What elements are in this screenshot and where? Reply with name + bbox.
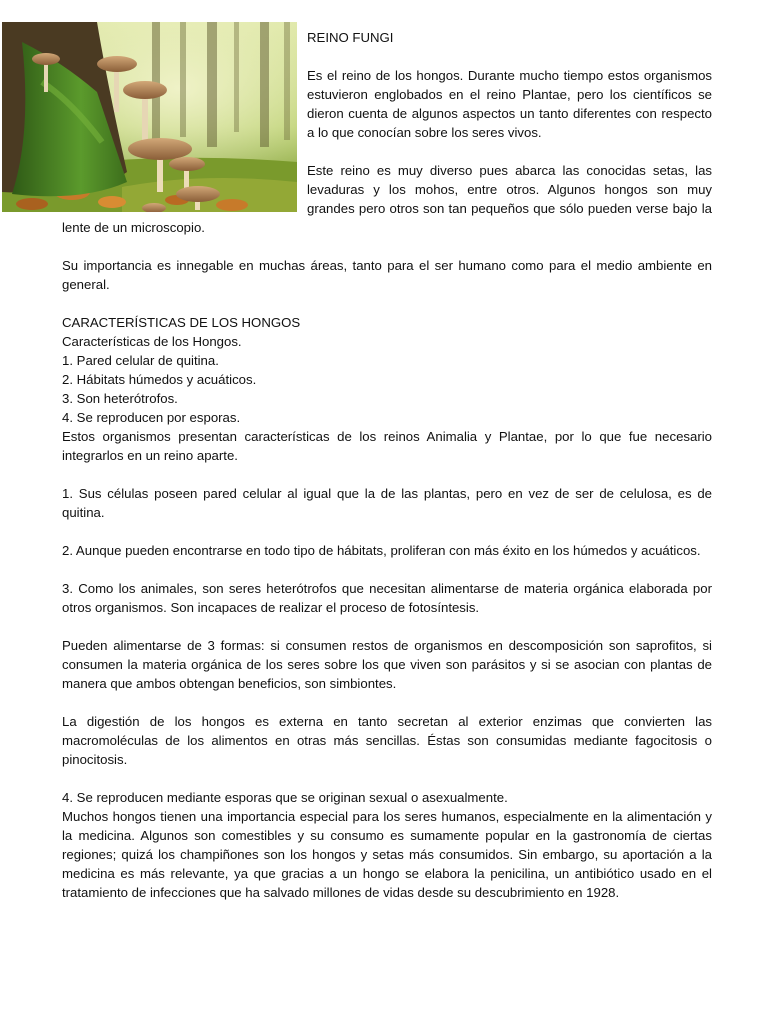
list-item: 4. Se reproducen por esporas.: [62, 410, 241, 425]
intro-paragraph-1: Es el reino de los hongos. Durante mucho tiempo estos organismos estuvieron englobados en el reino Plantae, pero los científicos se dieron cuenta de algunos aspectos un tanto diferentes con respecto a lo que conocían sobre los seres vivos.: [307, 68, 712, 140]
list-item: 2. Hábitats húmedos y acuáticos.: [62, 372, 257, 387]
intro-paragraph-3: Su importancia es innegable en muchas áreas, tanto para el ser humano como para el medio ambiente en general.: [62, 258, 712, 292]
body-paragraph-5: La digestión de los hongos es externa en tanto secretan al exterior enzimas que convierten las macromoléculas de los alimentos en otras más sencillas. Éstas son consumidas mediante fagocitosis o pinocitosis.: [62, 714, 712, 767]
after-list-paragraph: Estos organismos presentan características de los reinos Animalia y Plantae, por lo que fue necesario integrarlos en un reino aparte.: [62, 429, 712, 463]
document-title: REINO FUNGI: [307, 30, 394, 45]
body-paragraph-2: 2. Aunque pueden encontrarse en todo tipo de hábitats, proliferan con más éxito en los húmedos y acuáticos.: [62, 543, 701, 558]
body-paragraph-6-rest: Muchos hongos tienen una importancia especial para los seres humanos, especialmente en la alimentación y la medicina. Algunos son comestibles y su consumo es sumamente popular en la gastronomía de ciertas regiones; quizá los champiñones son los hongos y setas más consumidos. Sin embargo, su aportación a la medicina es más relevante, ya que gracias a un hongo se elabora la penicilina, un antibiótico usado en el tratamiento de infecciones que ha salvado millones de vidas desde su descubrimiento en 1928.: [62, 809, 712, 900]
body-paragraph-4: Pueden alimentarse de 3 formas: si consumen restos de organismos en descomposición son saprofitos, si consumen la materia orgánica de los seres sobre los que viven son parásitos y si se asocian con plantas de manera que ambos obtengan beneficios, son simbiontes.: [62, 638, 712, 691]
list-title: Características de los Hongos.: [62, 334, 242, 349]
mushroom-photo: [2, 22, 297, 212]
body-paragraph-6-first: 4. Se reproducen mediante esporas que se originan sexual o asexualmente.: [62, 790, 508, 805]
body-paragraph-1: 1. Sus células poseen pared celular al igual que la de las plantas, pero en vez de ser de celulosa, es de quitina.: [62, 486, 712, 520]
list-item: 1. Pared celular de quitina.: [62, 353, 219, 368]
section-heading: CARACTERÍSTICAS DE LOS HONGOS: [62, 315, 301, 330]
document-page: [62, 28, 712, 921]
body-paragraph-3: 3. Como los animales, son seres heterótrofos que necesitan alimentarse de materia orgánica elaborada por otros organismos. Son incapaces de realizar el proceso de fotosíntesis.: [62, 581, 712, 615]
list-item: 3. Son heterótrofos.: [62, 391, 178, 406]
intro-paragraph-2: Este reino es muy diverso pues abarca las conocidas setas, las levaduras y los mohos, entre otros. Algunos hongos son muy grandes pero otros son tan pequeños que sólo pueden verse bajo la lente de un microscopio.: [62, 163, 712, 235]
